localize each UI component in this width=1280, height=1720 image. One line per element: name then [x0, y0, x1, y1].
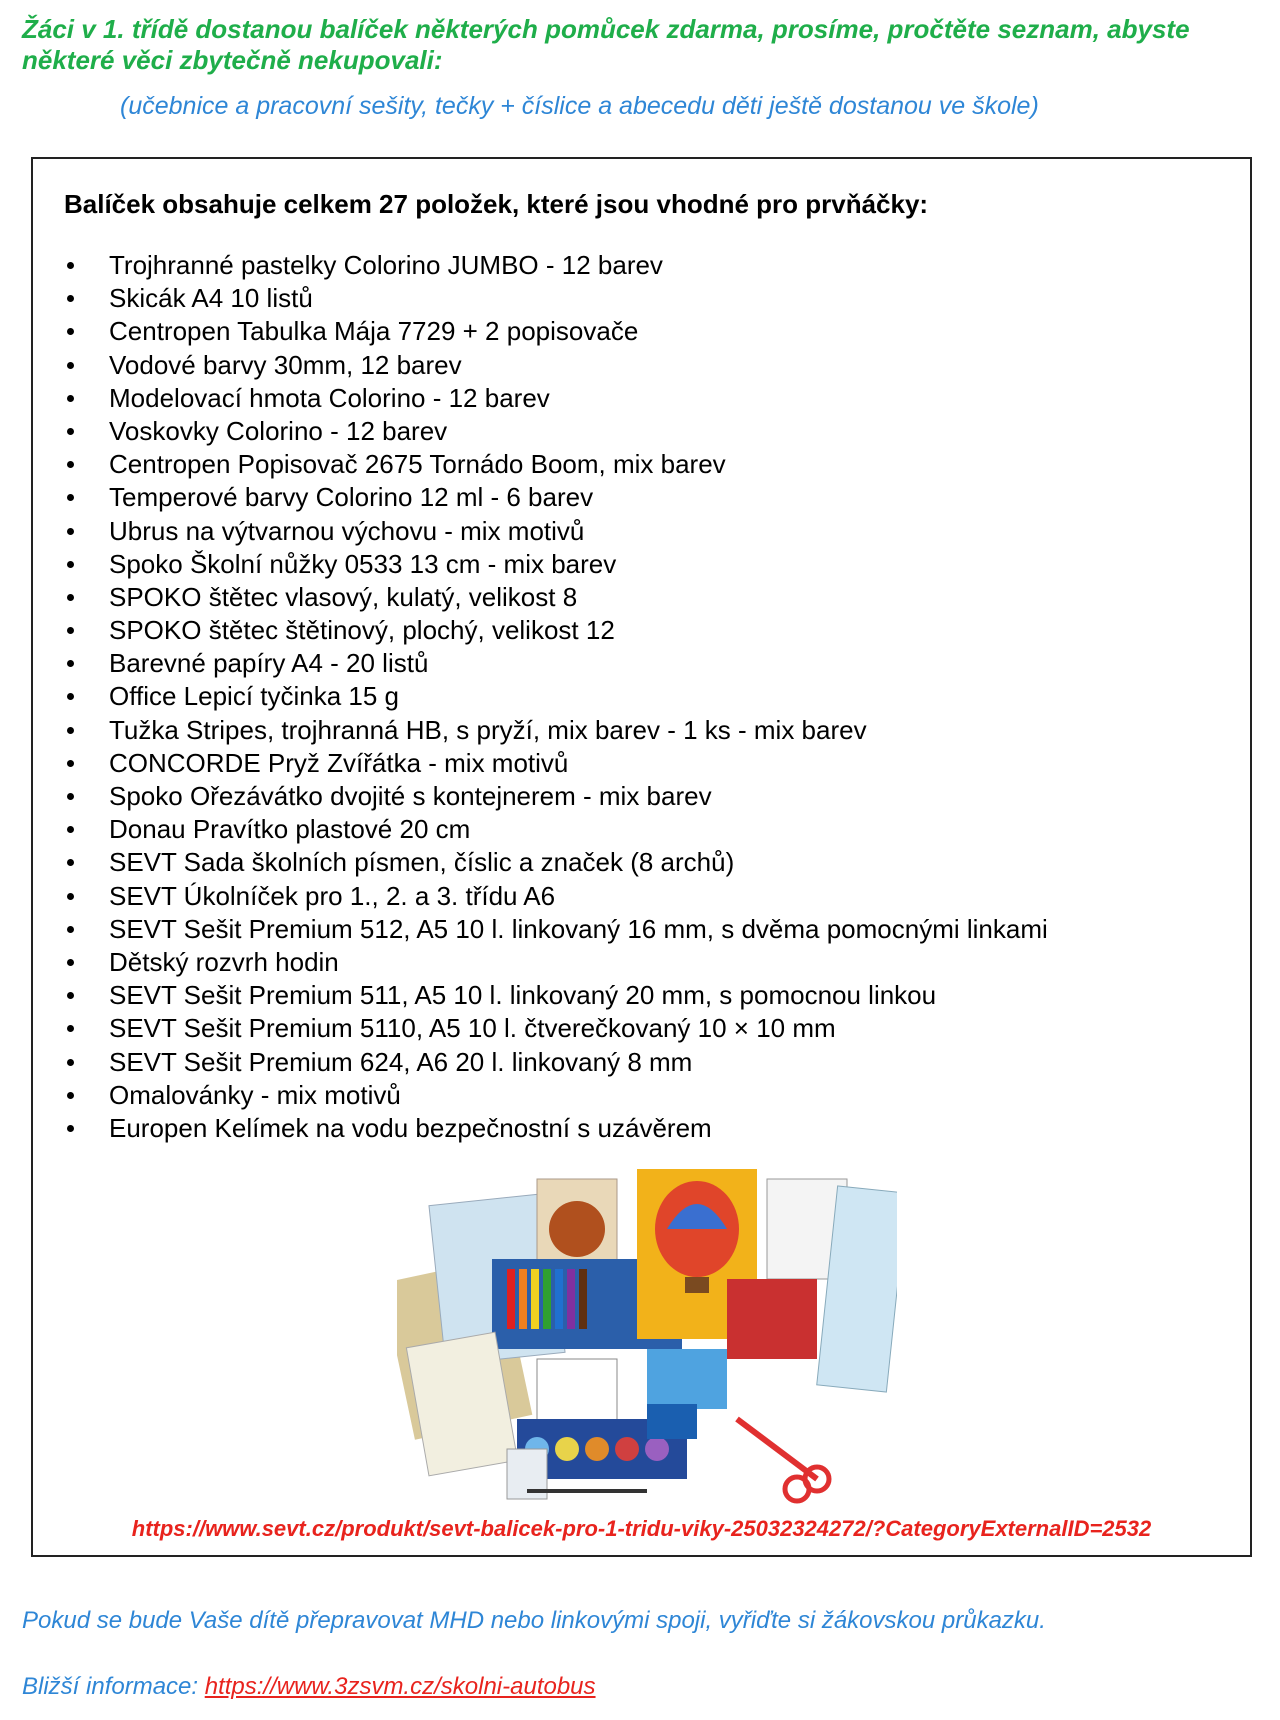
package-item: Barevné papíry A4 - 20 listů [63, 647, 1048, 680]
package-item: Spoko Ořezávátko dvojité s kontejnerem - mix barev [63, 780, 1048, 813]
package-item: SEVT Úkolníček pro 1., 2. a 3. třídu A6 [63, 880, 1048, 913]
package-photo [397, 1159, 897, 1509]
package-item: SEVT Sešit Premium 512, A5 10 l. linkovaný 16 mm, s dvěma pomocnými linkami [63, 913, 1048, 946]
package-item: Centropen Popisovač 2675 Tornádo Boom, mix barev [63, 448, 1048, 481]
info-link[interactable]: https://www.3zsvm.cz/skolni-autobus [204, 1673, 596, 1700]
package-item: Office Lepicí tyčinka 15 g [63, 680, 1048, 713]
package-item: SPOKO štětec štětinový, plochý, velikost 12 [63, 614, 1048, 647]
package-item: SEVT Sada školních písmen, číslic a značek (8 archů) [63, 846, 1048, 879]
package-item: Trojhranné pastelky Colorino JUMBO - 12 barev [63, 249, 1048, 282]
package-item: CONCORDE Pryž Zvířátka - mix motivů [63, 747, 1048, 780]
package-items-list [63, 249, 1048, 1145]
info-label: Bližší informace: [22, 1673, 205, 1700]
package-item: SEVT Sešit Premium 5110, A5 10 l. čtverečkovaný 10 × 10 mm [63, 1012, 1048, 1045]
intro-text: Žáci v 1. třídě dostanou balíček některých pomůcek zdarma, prosíme, pročtěte seznam, abyste některé věci zbytečně nekupovali: [22, 14, 1190, 75]
package-link[interactable]: https://www.sevt.cz/produkt/sevt-balicek-pro-1-tridu-viky-25032324272/?CategoryExternalID=2532 [131, 1516, 1152, 1541]
package-item: SEVT Sešit Premium 511, A5 10 l. linkovaný 20 mm, s pomocnou linkou [63, 979, 1048, 1012]
package-item: Centropen Tabulka Mája 7729 + 2 popisovače [63, 315, 1048, 348]
package-box [31, 157, 1252, 1557]
package-item: Dětský rozvrh hodin [63, 946, 1048, 979]
package-item: Vodové barvy 30mm, 12 barev [63, 349, 1048, 382]
package-item: Spoko Školní nůžky 0533 13 cm - mix barev [63, 548, 1048, 581]
package-item: Ubrus na výtvarnou výchovu - mix motivů [63, 515, 1048, 548]
package-item: Donau Pravítko plastové 20 cm [63, 813, 1048, 846]
package-title: Balíček obsahuje celkem 27 položek, které jsou vhodné pro prvňáčky: [64, 189, 929, 219]
package-item: SEVT Sešit Premium 624, A6 20 l. linkovaný 8 mm [63, 1046, 1048, 1079]
package-item: Tužka Stripes, trojhranná HB, s pryží, mix barev - 1 ks - mix barev [63, 714, 1048, 747]
package-item: Temperové barvy Colorino 12 ml - 6 barev [63, 481, 1048, 514]
package-item: Modelovací hmota Colorino - 12 barev [63, 382, 1048, 415]
subnote-text: (učebnice a pracovní sešity, tečky + číslice a abecedu děti ještě dostanou ve škole) [120, 92, 1039, 120]
mhd-note: Pokud se bude Vaše dítě přepravovat MHD nebo linkovými spoji, vyřiďte si žákovskou průkazku. [22, 1607, 1046, 1634]
package-item: Omalovánky - mix motivů [63, 1079, 1048, 1112]
package-item: Voskovky Colorino - 12 barev [63, 415, 1048, 448]
package-item: Skicák A4 10 listů [63, 282, 1048, 315]
info-line [22, 1673, 596, 1701]
package-item: Europen Kelímek na vodu bezpečnostní s uzávěrem [63, 1112, 1048, 1145]
package-item: SPOKO štětec vlasový, kulatý, velikost 8 [63, 581, 1048, 614]
